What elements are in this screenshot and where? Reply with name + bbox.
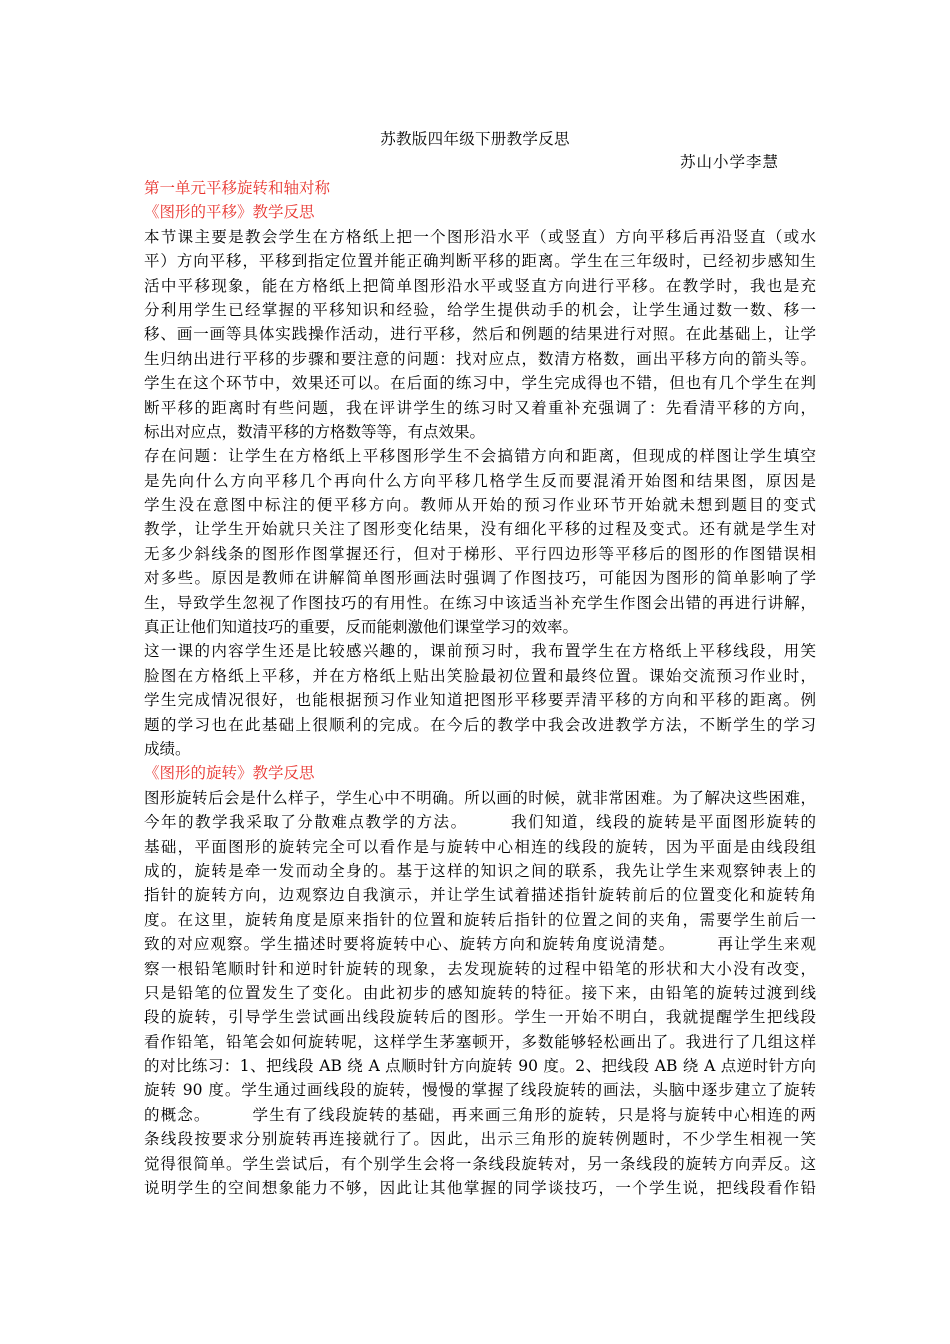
body-text-line: 成的，旋转是牵一发而动全身的。基于这样的知识之间的联系，我先让学生来观察钟表上的 <box>144 861 816 880</box>
body-text-line: 移、画一画等具体实践操作活动，进行平移，然后和例题的结果进行对照。在此基础上，让学 <box>144 325 816 344</box>
body-text-line: 学生没在意图中标注的便平移方向。教师从开始的预习作业环节开始就未想到题目的变式 <box>144 496 816 515</box>
document-author: 苏山小学李慧 <box>680 153 780 171</box>
body-text-line: 脸图在方格纸上平移，并在方格纸上贴出笑脸最初位置和最终位置。课始交流预习作业时， <box>144 666 816 685</box>
body-text-line: 条线段按要求分别旋转再连接就行了。因此，出示三角形的旋转例题时，不少学生相视一笑 <box>144 1130 816 1149</box>
body-text-line: 今年的教学我采取了分散难点教学的方法。 我们知道，线段的旋转是平面图形旋转的 <box>144 813 816 832</box>
document-title: 苏教版四年级下册教学反思 <box>380 130 570 148</box>
body-text-line: 指针的旋转方向，边观察边自我演示，并让学生试着描述指针旋转前后的位置变化和旋转角 <box>144 886 816 905</box>
body-text-line: 本节课主要是教会学生在方格纸上把一个图形沿水平（或竖直）方向平移后再沿竖直（或水 <box>144 227 816 246</box>
body-text-line: 活中平移现象，能在方格纸上把简单图形沿水平或竖直方向进行平移。在教学时，我也是充 <box>144 276 816 295</box>
body-text-line: 成绩。 <box>144 739 191 758</box>
body-text-line: 题的学习也在此基础上很顺利的完成。在今后的教学中我会改进教学方法，不断学生的学习 <box>144 715 816 734</box>
body-text-line: 对多些。原因是教师在讲解简单图形画法时强调了作图技巧，可能因为图形的简单影响了学 <box>144 569 816 588</box>
body-text-line: 标出对应点，数清平移的方格数等等，有点效果。 <box>144 422 486 441</box>
body-text-line: 度。在这里，旋转角度是原来指针的位置和旋转后指针的位置之间的夹角，需要学生前后一 <box>144 910 816 929</box>
section-heading: 《图形的旋转》教学反思 <box>144 764 315 783</box>
body-text-line: 图形旋转后会是什么样子，学生心中不明确。所以画的时候，就非常困难。为了解决这些困难， <box>144 788 816 807</box>
body-text-line: 平）方向平移，平移到指定位置并能正确判断平移的距离。学生在三年级时，已经初步感知生 <box>144 252 816 271</box>
body-text-line: 旋转 90 度。学生通过画线段的旋转，慢慢的掌握了线段旋转的画法，头脑中逐步建立了旋转 <box>144 1081 816 1100</box>
body-text-line: 的概念。 学生有了线段旋转的基础，再来画三角形的旋转，只是将与旋转中心相连的两 <box>144 1105 816 1124</box>
body-text-line: 生归纳出进行平移的步骤和要注意的问题：找对应点，数清方格数，画出平移方向的箭头等。 <box>144 349 816 368</box>
body-text-line: 分利用学生已经掌握的平移知识和经验，给学生提供动手的机会，让学生通过数一数、移一 <box>144 300 816 319</box>
body-text-line: 只是铅笔的位置发生了变化。由此初步的感知旋转的特征。接下来，由铅笔的旋转过渡到线 <box>144 983 816 1002</box>
section-heading: 第一单元平移旋转和轴对称 <box>144 179 331 197</box>
body-text-line: 教学，让学生开始就只关注了图形变化结果，没有细化平移的过程及变式。还有就是学生对 <box>144 520 816 539</box>
body-text-line: 是先向什么方向平移几个再向什么方向平移几格学生反而要混淆开始图和结果图，原因是 <box>144 471 816 490</box>
body-text-line: 觉得很简单。学生尝试后，有个别学生会将一条线段旋转对，另一条线段的旋转方向弄反。这 <box>144 1154 816 1173</box>
body-text-line: 生，导致学生忽视了作图技巧的有用性。在练习中该适当补充学生作图会出错的再进行讲解， <box>144 593 816 612</box>
section-heading: 《图形的平移》教学反思 <box>144 203 315 222</box>
body-text-line: 段的旋转，引导学生尝试画出线段旋转后的图形。学生一开始不明白，我就提醒学生把线段 <box>144 1008 816 1027</box>
body-text-line: 的对比练习：1、把线段 AB 绕 A 点顺时针方向旋转 90 度。2、把线段 AB 绕 A 点逆时针方向 <box>144 1057 816 1076</box>
body-text-line: 无多少斜线条的图形作图掌握还行，但对于梯形、平行四边形等平移后的图形的作图错误相 <box>144 544 816 563</box>
body-text-line: 学生完成情况很好，也能根据预习作业知道把图形平移要弄清平移的方向和平移的距离。例 <box>144 691 816 710</box>
body-text-line: 断平移的距离时有些问题，我在评讲学生的练习时又着重补充强调了：先看清平移的方向， <box>144 398 816 417</box>
body-text-line: 说明学生的空间想象能力不够，因此让其他掌握的同学谈技巧，一个学生说，把线段看作铅 <box>144 1179 816 1198</box>
body-text-line: 存在问题：让学生在方格纸上平移图形学生不会搞错方向和距离，但现成的样图让学生填空 <box>144 447 816 466</box>
body-text-line: 看作铅笔，铅笔会如何旋转呢，这样学生茅塞顿开，多数能够轻松画出了。我进行了几组这样 <box>144 1032 816 1051</box>
body-text-line: 基础，平面图形的旋转完全可以看作是与旋转中心相连的线段的旋转，因为平面是由线段组 <box>144 837 816 856</box>
body-text-line: 这一课的内容学生还是比较感兴趣的，课前预习时，我布置学生在方格纸上平移线段，用笑 <box>144 642 816 661</box>
body-text-line: 学生在这个环节中，效果还可以。在后面的练习中，学生完成得也不错，但也有几个学生在判 <box>144 374 816 393</box>
document-body <box>144 176 816 1200</box>
body-text-line: 致的对应观察。学生描述时要将旋转中心、旋转方向和旋转角度说清楚。 再让学生来观 <box>144 935 816 954</box>
body-text-line: 察一根铅笔顺时针和逆时针旋转的现象，去发现旋转的过程中铅笔的形状和大小没有改变， <box>144 959 816 978</box>
body-text-line: 真正让他们知道技巧的重要，反而能刺激他们课堂学习的效率。 <box>144 618 579 637</box>
